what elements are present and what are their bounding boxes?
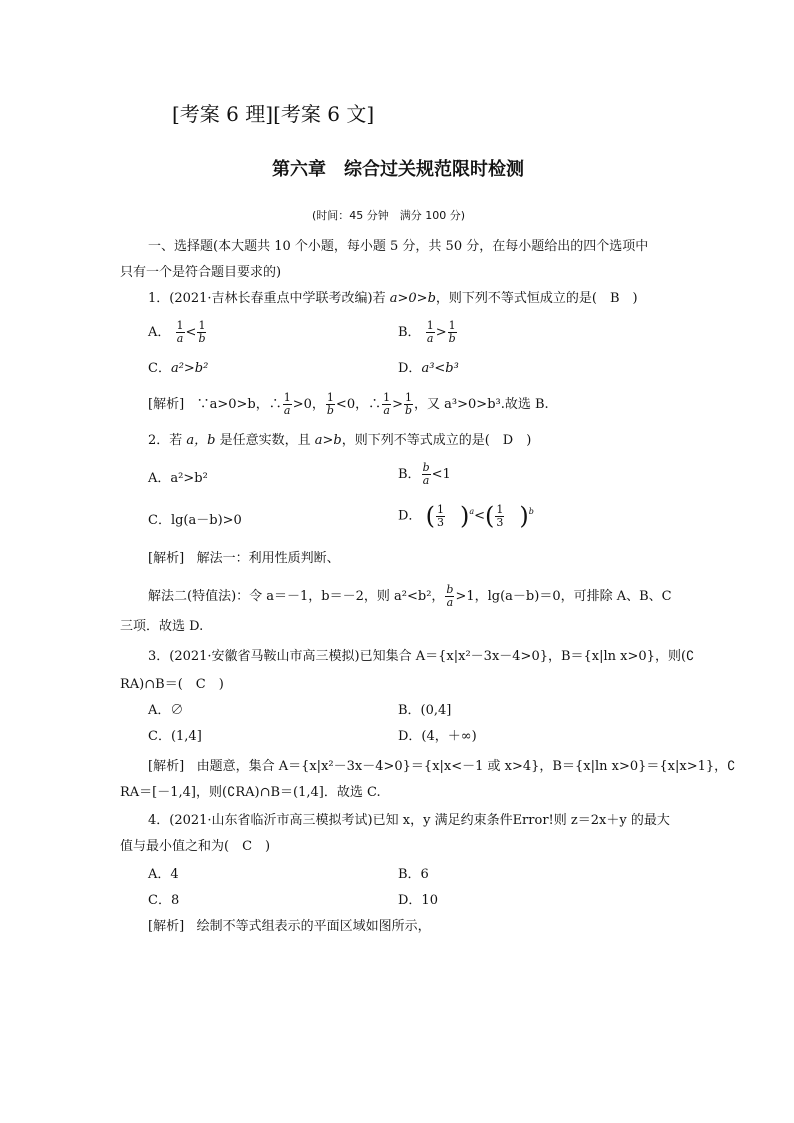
header-left-num: 6 xyxy=(226,102,239,126)
q3-option-a: A．∅ xyxy=(148,703,184,718)
fraction: $\frac{1}{b}$ xyxy=(405,391,413,417)
q1-solution: [解析] ∵a>0>b，∴ $\frac{1}{a}$ >0， $\frac{1}{b}$ <0，∴ $\frac{1}{a}$ > $\frac{1}{b}$ ，又 a³>0>b³.故选 B. xyxy=(148,391,549,417)
header-right-num: 6 xyxy=(327,102,340,126)
q1-option-c: C．a²>b² xyxy=(148,361,209,376)
fraction: $\frac{1}{3}$ xyxy=(436,502,444,529)
q3-option-d: D．(4，＋∞) xyxy=(398,729,477,744)
header-tag xyxy=(172,101,374,127)
fraction: $\frac{b}{a}$ xyxy=(422,461,430,487)
q3-stem-2: RA)∩B＝( C ) xyxy=(120,677,224,692)
q3-stem-1: 3．(2021·安徽省马鞍山市高三模拟)已知集合 A＝{x|x²－3x－4>0}，B＝{x|ln x>0}，则(∁ xyxy=(148,649,695,664)
q1-option-a: A． $\frac{1}{a}$ < $\frac{1}{b}$ xyxy=(148,319,206,345)
fraction: $\frac{b}{a}$ xyxy=(446,583,454,609)
q2-solution-1: [解析] 解法一：利用性质判断、 xyxy=(148,551,340,566)
solution-tag: [解析] xyxy=(148,397,185,412)
q4-option-b: B．6 xyxy=(398,867,429,882)
fraction: $\frac{1}{a}$ xyxy=(426,319,434,345)
fraction: $\frac{1}{a}$ xyxy=(176,319,184,345)
q2-option-d: D． ( $\frac{1}{3}$ )$^a$<( $\frac{1}{3}$ )$^b$ xyxy=(398,502,534,530)
solution-tag: [解析] xyxy=(148,551,185,566)
q4-solution-1: [解析] 绘制不等式组表示的平面区域如图所示， xyxy=(148,919,431,934)
q4-stem-1: 4．(2021·山东省临沂市高三模拟考试)已知 x，y 满足约束条件Error!则 z＝2x＋y 的最大 xyxy=(148,813,670,828)
q1-stem: 1．(2021·吉林长春重点中学联考改编)若 a>0>b，则下列不等式恒成立的是( B ) xyxy=(148,291,638,306)
section-line-1: 一、选择题(本大题共 10 个小题，每小题 5 分，共 50 分，在每小题给出的四个选项中 xyxy=(148,239,649,254)
header-left-subj: 理][考案 xyxy=(245,102,321,126)
fraction: $\frac{1}{b}$ xyxy=(448,319,456,345)
q2-solution-2: 解法二(特值法)：令 a＝－1，b＝－2，则 a²<b²， $\frac{b}{a}$ >1，lg(a－b)＝0，可排除 A、B、C xyxy=(148,583,672,609)
solution-tag: [解析] xyxy=(148,919,185,934)
q4-stem-2: 值与最小值之和为( C ) xyxy=(120,839,271,854)
q3-solution-1: [解析] 由题意，集合 A＝{x|x²－3x－4>0}＝{x|x<－1 或 x>4}，B＝{x|ln x>0}＝{x|x>1}，∁ xyxy=(148,759,736,774)
q2-option-c: C．lg(a－b)>0 xyxy=(148,513,242,528)
fraction: $\frac{1}{3}$ xyxy=(496,502,504,529)
q4-option-c: C．8 xyxy=(148,893,180,908)
header-left: [考案 xyxy=(172,102,220,126)
solution-tag: [解析] xyxy=(148,759,185,774)
exam-meta: (时间：45 分钟 满分 100 分) xyxy=(312,209,466,222)
q1-option-b: B． $\frac{1}{a}$ > $\frac{1}{b}$ xyxy=(398,319,456,345)
header-right-subj: 文] xyxy=(346,102,375,126)
fraction: $\frac{1}{a}$ xyxy=(383,391,391,417)
q1-option-d: D．a³<b³ xyxy=(398,361,459,376)
q3-solution-2: RA＝[－1,4]，则(∁RA)∩B＝(1,4]．故选 C. xyxy=(120,785,381,800)
q2-option-a: A．a²>b² xyxy=(148,471,208,486)
q2-solution-3: 三项．故选 D. xyxy=(120,619,204,634)
q2-option-b: B． $\frac{b}{a}$ <1 xyxy=(398,461,451,487)
fraction: $\frac{1}{a}$ xyxy=(283,391,291,417)
fraction: $\frac{1}{b}$ xyxy=(198,319,206,345)
fraction: $\frac{1}{b}$ xyxy=(326,391,334,417)
q4-option-d: D．10 xyxy=(398,893,438,908)
page-title: 第六章 综合过关规范限时检测 xyxy=(272,159,524,180)
q3-option-c: C．(1,4] xyxy=(148,729,202,744)
section-line-2: 只有一个是符合题目要求的) xyxy=(120,265,282,280)
q3-option-b: B．(0,4] xyxy=(398,703,452,718)
q2-stem: 2．若 a，b 是任意实数，且 a>b，则下列不等式成立的是( D ) xyxy=(148,433,532,448)
q4-option-a: A．4 xyxy=(148,867,179,882)
